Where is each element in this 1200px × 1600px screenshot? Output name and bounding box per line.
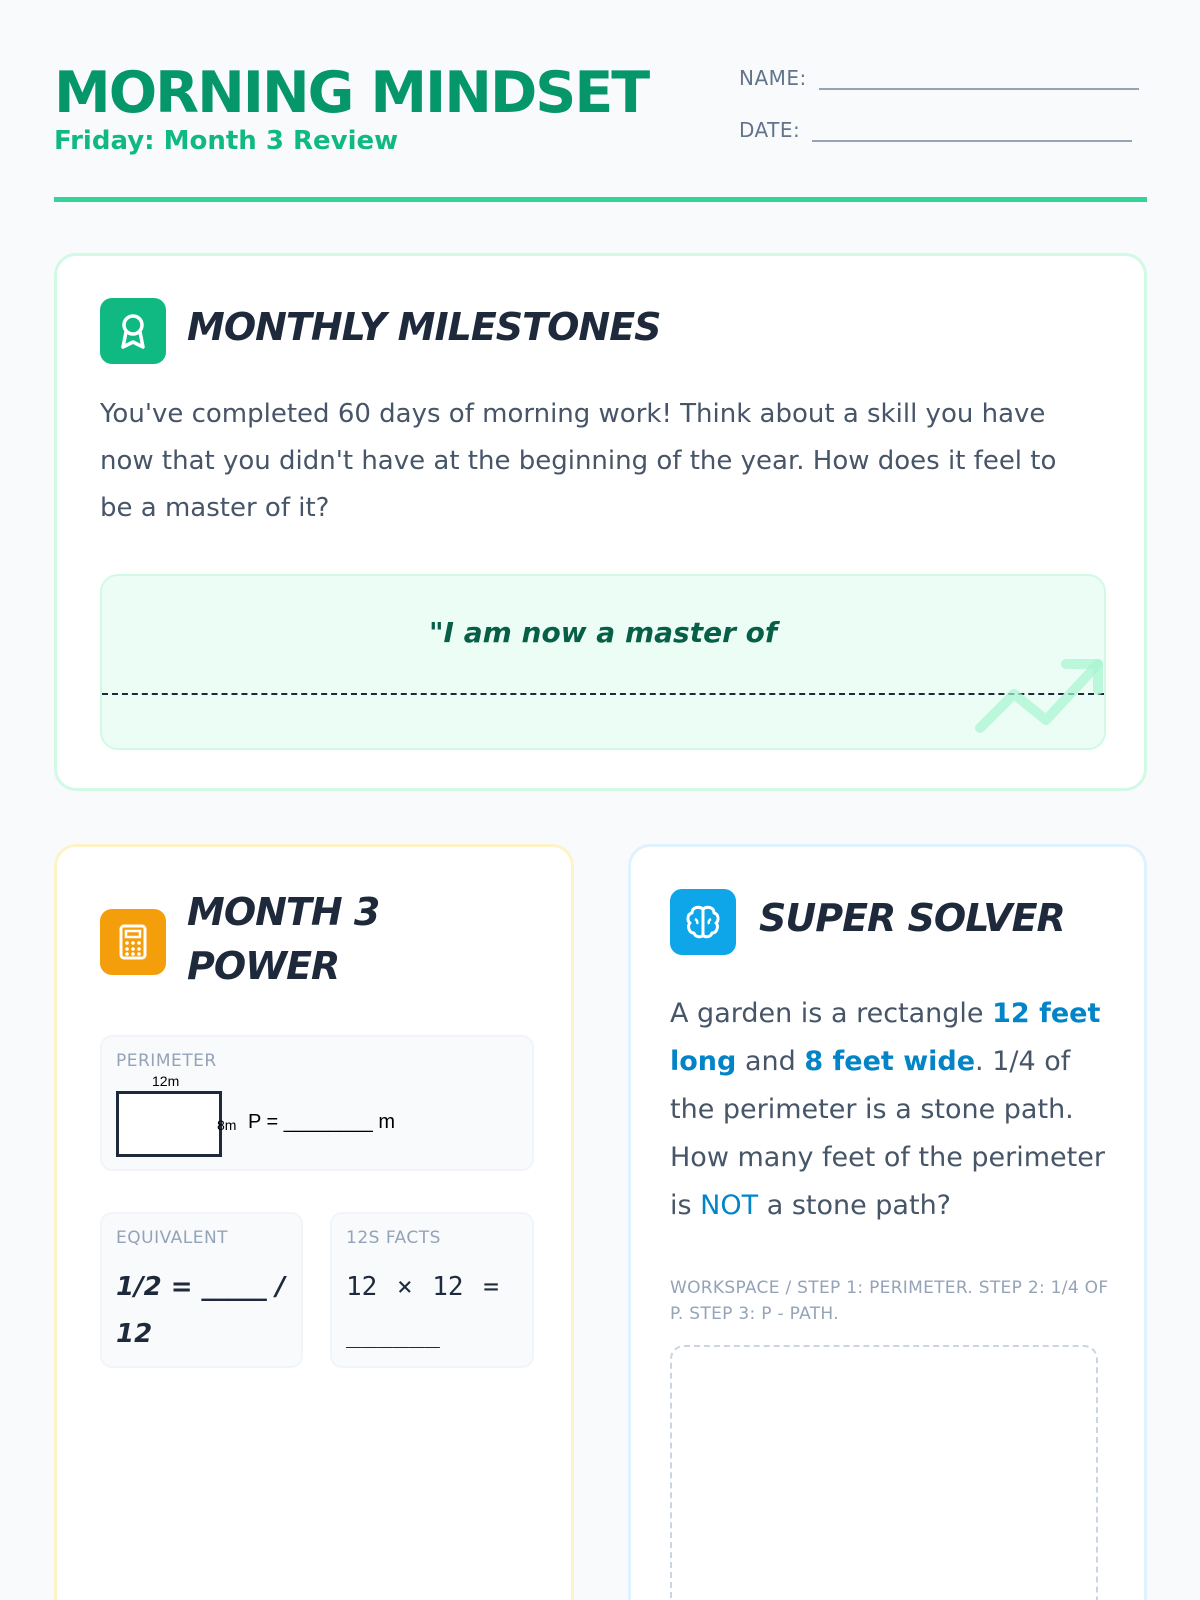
page-subtitle: Friday: Month 3 Review (54, 126, 399, 156)
power-card (54, 844, 574, 1600)
equivalent-text[interactable]: 1/2 = _____ / 12 (116, 1272, 286, 1349)
problem-highlight-length: 12 feet long (670, 998, 1101, 1077)
perimeter-label: PERIMETER (116, 1051, 217, 1071)
equivalent-problem (100, 1212, 303, 1368)
milestones-prompt: You've completed 60 days of morning work! Think about a skill you have now that you didn't have at the beginning of the year. How does it feel to be a master of it? (100, 399, 1057, 523)
milestones-card (54, 253, 1147, 791)
page-title: MORNING MINDSET (54, 60, 649, 126)
workspace-box[interactable] (670, 1345, 1098, 1600)
answer-line[interactable] (102, 693, 1104, 695)
award-icon (100, 298, 166, 364)
word-problem (670, 990, 1110, 1230)
calculator-icon (100, 909, 166, 975)
workspace-label: WORKSPACE / STEP 1: PERIMETER. STEP 2: 1/4 OF P. STEP 3: P - PATH. (670, 1278, 1109, 1324)
problem-part-3: . 1/4 of the perimeter is a stone path. How many feet of the perimeter is (670, 1046, 1105, 1221)
problem-part-1: A garden is a rectangle (670, 998, 993, 1029)
name-field[interactable] (739, 66, 1139, 90)
answer-starter: "I am now a master of (428, 616, 778, 649)
trending-up-icon (974, 650, 1104, 744)
answer-box[interactable] (100, 574, 1106, 750)
facts-problem (330, 1212, 534, 1368)
problem-part-2: and (736, 1046, 805, 1077)
perimeter-side-dim: 8m (217, 1117, 237, 1133)
perimeter-top-dim: 12m (152, 1073, 180, 1089)
date-field[interactable] (739, 118, 1132, 142)
power-title (187, 885, 379, 993)
problem-highlight-width: 8 feet wide (804, 1046, 976, 1077)
perimeter-formula[interactable]: P = ________ m (248, 1111, 395, 1133)
power-title-line1: MONTH 3 (187, 890, 380, 934)
brain-icon (670, 889, 736, 955)
solver-title: SUPER SOLVER (759, 896, 1065, 940)
facts-text[interactable]: 12 × 12 = ______ (346, 1272, 499, 1349)
perimeter-problem (100, 1035, 534, 1171)
milestones-title: MONTHLY MILESTONES (187, 305, 661, 349)
date-label: DATE: (739, 118, 801, 142)
equivalent-label: EQUIVALENT (116, 1228, 229, 1248)
date-line[interactable] (812, 118, 1132, 142)
problem-part-4: a stone path? (758, 1190, 952, 1221)
solver-card (628, 844, 1147, 1600)
problem-highlight-not: NOT (700, 1190, 759, 1221)
page-header (54, 54, 1147, 202)
name-line[interactable] (819, 66, 1139, 90)
rectangle-shape (116, 1091, 222, 1157)
power-title-line2: POWER (187, 944, 340, 988)
facts-label: 12S FACTS (346, 1228, 441, 1248)
name-label: NAME: (739, 66, 807, 90)
